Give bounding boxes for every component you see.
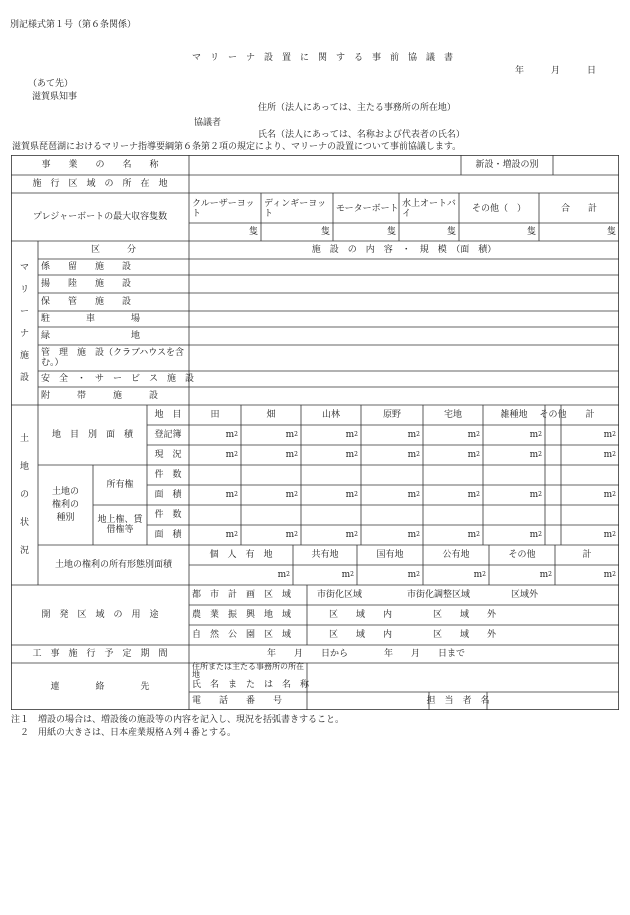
area-cell[interactable]: m 2: [529, 490, 542, 500]
area-cell[interactable]: m 2: [345, 430, 358, 440]
area-cell[interactable]: m 2: [467, 450, 480, 460]
facility-landing: 揚 陸 施 設: [41, 279, 132, 289]
facility-ancillary: 附 帯 施 設: [41, 391, 159, 401]
contact-address-input[interactable]: [307, 663, 619, 692]
boat-type-cruiser: クルーザーヨット: [192, 199, 255, 219]
applicant-name-label: 氏名（法人にあっては、名称および代表者の氏名）: [258, 130, 465, 140]
col-forest: 山林: [321, 410, 340, 420]
area-cell[interactable]: m 2: [603, 530, 616, 540]
facility-storage: 保 管 施 設: [41, 297, 132, 307]
consultation-form-table: [11, 155, 619, 710]
row-actual-label: 現 況: [154, 450, 182, 460]
addressee-label: （あて先）: [28, 79, 74, 89]
facility-management: 管 理 施 設（クラブハウスを含む。）: [41, 348, 185, 368]
facility-green: 緑 地: [41, 331, 141, 341]
facility-detail-header: 施 設 の 内 容 ・ 規 模 （面 積）: [311, 245, 497, 255]
contact-phone-label: 電 話 番 号: [192, 696, 283, 706]
ownership-area-cell[interactable]: m 2: [539, 570, 552, 580]
col-misc: 雑種地: [500, 410, 528, 420]
land-cols-label: 地 目: [154, 410, 182, 420]
zone-option-outside[interactable]: 区 域 外: [433, 630, 497, 640]
boat-type-dinghy: ディンギーヨット: [264, 199, 327, 219]
facility-header: 区 分: [90, 245, 136, 255]
boat-type-jetski: 水上オートバイ: [402, 199, 456, 219]
zone-natural-park: 自 然 公 園 区 域: [192, 630, 292, 640]
area-cell[interactable]: m 2: [225, 490, 238, 500]
contact-label: 連 絡 先: [50, 681, 150, 692]
zone-option-urban[interactable]: 市街化区域: [317, 590, 363, 600]
boat-type-total: 合 計: [560, 204, 597, 214]
unit-boat[interactable]: 隻: [248, 227, 258, 237]
contact-address-label: 住所または主たる事務所の所在地: [192, 661, 304, 679]
land-category-label: 地 目 別 面 積: [51, 430, 133, 440]
zone-city-planning: 都 市 計 画 区 域: [192, 590, 292, 600]
applicant-address-label: 住所（法人にあっては、主たる事務所の所在地）: [258, 103, 456, 113]
marina-section-label: マリーナ施設: [19, 263, 29, 383]
boat-type-other: その他（ ）: [471, 204, 526, 214]
facility-mooring: 係 留 施 設: [41, 262, 132, 272]
ownership-area-cell[interactable]: m 2: [603, 570, 616, 580]
new-or-expand-label: 新設・増設の別: [475, 160, 539, 170]
area-cell[interactable]: m 2: [407, 490, 420, 500]
area-cell[interactable]: m 2: [467, 490, 480, 500]
schedule-label: 工 事 施 行 予 定 期 間: [32, 649, 168, 659]
ownership-total: 計: [582, 550, 592, 560]
col-other: その他: [539, 410, 567, 420]
area-cell[interactable]: m 2: [603, 490, 616, 500]
form-id: 別記様式第１号（第６条関係）: [10, 20, 137, 30]
ownership-individual: 個 人 有 地: [209, 550, 273, 560]
area-cell[interactable]: m 2: [529, 430, 542, 440]
contact-person-label: 担 当 者 名: [426, 696, 490, 706]
area-cell[interactable]: m 2: [285, 530, 298, 540]
contact-person-input[interactable]: [487, 692, 619, 710]
area-cell[interactable]: m 2: [285, 490, 298, 500]
zone-option-inside[interactable]: 区 域 内: [329, 610, 393, 620]
applicant-label: 協議者: [194, 118, 222, 128]
area-row-label: 面 積: [154, 490, 182, 500]
unit-boat[interactable]: 隻: [386, 227, 396, 237]
row-registry-label: 登記簿: [154, 430, 182, 440]
intro-text: 滋賀県琵琶湖におけるマリーナ指導要綱第６条第２項の規定により、マリーナの設置について事前協議します。: [12, 142, 462, 152]
area-cell[interactable]: m 2: [407, 430, 420, 440]
ownership-other: その他: [508, 550, 536, 560]
ownership-area-cell[interactable]: m 2: [341, 570, 354, 580]
area-cell[interactable]: m 2: [285, 430, 298, 440]
note-1: 注１ 増設の場合は、増設後の施設等の内容を記入し、現況を括弧書きすること。: [11, 715, 345, 725]
zone-option-outside[interactable]: 区 域 外: [433, 610, 497, 620]
col-total: 計: [585, 410, 595, 420]
area-cell[interactable]: m 2: [345, 530, 358, 540]
area-row-label: 面 積: [154, 530, 182, 540]
area-cell[interactable]: m 2: [603, 430, 616, 440]
ownership-form-label: 土地の権利の所有形態別面積: [54, 559, 172, 570]
capacity-label: プレジャーボートの最大収容隻数: [32, 212, 168, 222]
new-or-expand-input[interactable]: [553, 155, 619, 175]
ownership-area-cell[interactable]: m 2: [473, 570, 486, 580]
zone-option-inside[interactable]: 区 域 内: [329, 630, 393, 640]
area-cell[interactable]: m 2: [407, 530, 420, 540]
boat-type-motorboat: モーターボート: [336, 204, 399, 214]
area-cell[interactable]: m 2: [225, 450, 238, 460]
facility-safety: 安 全 ・ サ ー ビ ス 施 設: [41, 374, 195, 384]
area-cell[interactable]: m 2: [603, 450, 616, 460]
area-cell[interactable]: m 2: [407, 450, 420, 460]
ownership-public: 公有地: [442, 550, 470, 560]
surface-rights-label: 地上権、賃借権等: [97, 515, 143, 535]
unit-boat[interactable]: 隻: [526, 227, 536, 237]
area-cell[interactable]: m 2: [467, 430, 480, 440]
count-label: 件 数: [154, 470, 182, 480]
zone-agriculture: 農 業 振 興 地 域: [192, 610, 292, 620]
area-cell[interactable]: m 2: [285, 450, 298, 460]
unit-boat[interactable]: 隻: [606, 227, 616, 237]
area-cell[interactable]: m 2: [529, 530, 542, 540]
unit-boat[interactable]: 隻: [320, 227, 330, 237]
ownership-label: 所有権: [106, 480, 134, 490]
count-label: 件 数: [154, 510, 182, 520]
rights-label: 土地の権利の種別: [52, 486, 80, 523]
area-cell[interactable]: m 2: [345, 450, 358, 460]
ownership-national: 国有地: [376, 550, 404, 560]
zone-option-control[interactable]: 市街化調整区域: [407, 590, 471, 600]
note-2: ２ 用紙の大きさは、日本産業規格Ａ列４番とする。: [11, 728, 237, 738]
col-field: 畑: [266, 410, 276, 420]
contact-name-input[interactable]: [307, 692, 429, 710]
area-cell[interactable]: m 2: [225, 530, 238, 540]
dev-zone-label: 開 発 区 域 の 用 途: [41, 610, 159, 620]
page-title: マ リ ー ナ 設 置 に 関 す る 事 前 協 議 書: [192, 53, 454, 63]
addressee: 滋賀県知事: [32, 92, 78, 102]
facility-parking: 駐 車 場: [41, 314, 141, 324]
area-cell[interactable]: m 2: [225, 430, 238, 440]
unit-boat[interactable]: 隻: [446, 227, 456, 237]
project-name-input[interactable]: [189, 155, 461, 175]
area-label: 施 行 区 域 の 所 在 地: [32, 179, 168, 189]
area-input[interactable]: [189, 175, 619, 193]
ownership-area-cell[interactable]: m 2: [407, 570, 420, 580]
col-residential: 宅地: [443, 410, 462, 420]
project-name-label: 事 業 の 名 称: [41, 160, 159, 170]
land-section-label: 土地の状況: [19, 434, 29, 556]
ownership-shared: 共有地: [311, 550, 339, 560]
area-cell[interactable]: m 2: [529, 450, 542, 460]
area-cell[interactable]: m 2: [345, 490, 358, 500]
col-rice: 田: [210, 410, 220, 420]
zone-option-outside[interactable]: 区域外: [511, 590, 539, 600]
ownership-area-cell[interactable]: m 2: [277, 570, 290, 580]
col-wilderness: 原野: [382, 410, 401, 420]
area-cell[interactable]: m 2: [467, 530, 480, 540]
contact-name-label: 氏 名 ま た は 名 称: [192, 680, 310, 690]
schedule-value[interactable]: 年 月 日から 年 月 日まで: [267, 649, 466, 659]
date-field: 年 月 日: [515, 66, 597, 76]
